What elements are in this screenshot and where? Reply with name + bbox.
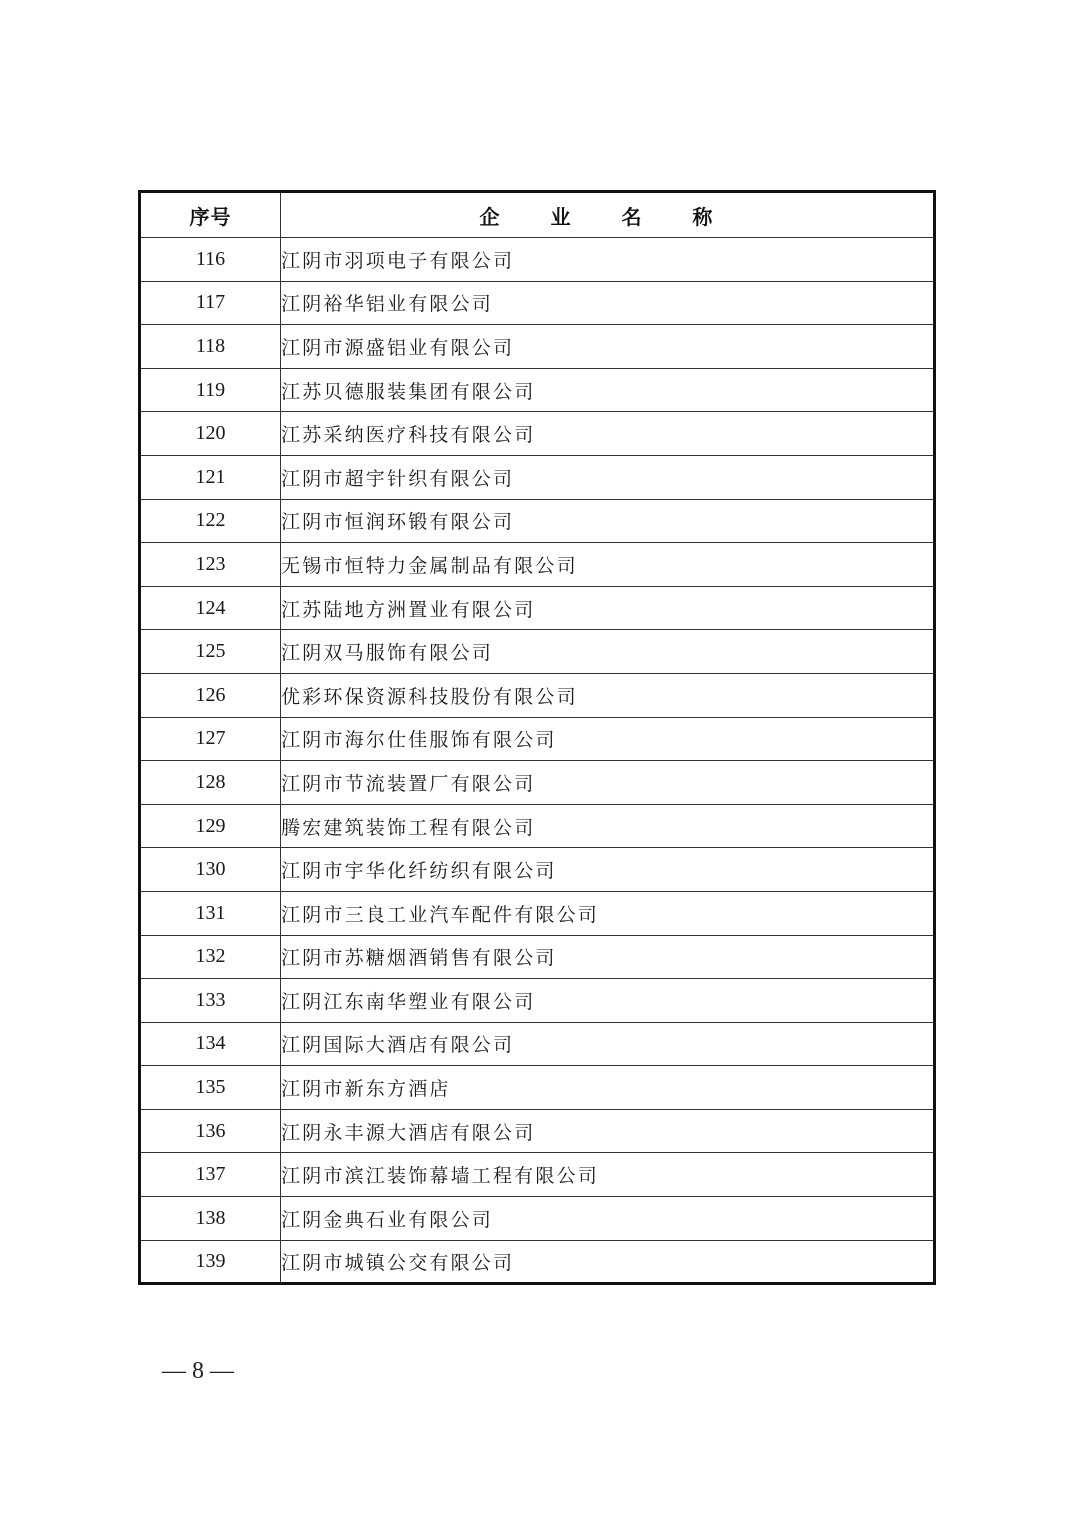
enterprise-name: 腾宏建筑装饰工程有限公司	[281, 804, 935, 848]
enterprise-name: 江苏陆地方洲置业有限公司	[281, 586, 935, 630]
enterprise-name: 江阴金典石业有限公司	[281, 1197, 935, 1241]
row-number: 131	[140, 891, 281, 935]
enterprise-name: 江阴市苏糖烟酒销售有限公司	[281, 935, 935, 979]
enterprise-name: 江阴市源盛铝业有限公司	[281, 325, 935, 369]
table-row	[140, 1153, 935, 1197]
table-body	[140, 238, 935, 1284]
enterprise-name: 江阴市节流装置厂有限公司	[281, 761, 935, 805]
enterprise-table	[138, 190, 936, 1285]
table-row	[140, 979, 935, 1023]
row-number: 121	[140, 455, 281, 499]
row-number: 129	[140, 804, 281, 848]
enterprise-name: 江阴市三良工业汽车配件有限公司	[281, 891, 935, 935]
table-row	[140, 238, 935, 282]
row-number: 116	[140, 238, 281, 282]
row-number: 133	[140, 979, 281, 1023]
table-row	[140, 1066, 935, 1110]
row-number: 123	[140, 543, 281, 587]
table-row	[140, 586, 935, 630]
table-row	[140, 673, 935, 717]
enterprise-name: 江阴江东南华塑业有限公司	[281, 979, 935, 1023]
table-header-row	[140, 192, 935, 238]
enterprise-name: 江阴永丰源大酒店有限公司	[281, 1109, 935, 1153]
row-number: 118	[140, 325, 281, 369]
enterprise-name: 江苏贝德服装集团有限公司	[281, 368, 935, 412]
row-number: 127	[140, 717, 281, 761]
row-number: 138	[140, 1197, 281, 1241]
header-number: 序号	[140, 192, 281, 238]
table-row	[140, 499, 935, 543]
page-number: — 8 —	[162, 1358, 234, 1384]
row-number: 119	[140, 368, 281, 412]
enterprise-name: 江阴市恒润环锻有限公司	[281, 499, 935, 543]
row-number: 120	[140, 412, 281, 456]
row-number: 134	[140, 1022, 281, 1066]
enterprise-name: 无锡市恒特力金属制品有限公司	[281, 543, 935, 587]
table-row	[140, 412, 935, 456]
table-row	[140, 1022, 935, 1066]
enterprise-name: 江阴市滨江装饰幕墙工程有限公司	[281, 1153, 935, 1197]
row-number: 139	[140, 1240, 281, 1284]
table-row	[140, 630, 935, 674]
row-number: 130	[140, 848, 281, 892]
table-row	[140, 455, 935, 499]
enterprise-name: 江阴市宇华化纤纺织有限公司	[281, 848, 935, 892]
enterprise-name: 江阴市城镇公交有限公司	[281, 1240, 935, 1284]
row-number: 124	[140, 586, 281, 630]
row-number: 125	[140, 630, 281, 674]
row-number: 126	[140, 673, 281, 717]
enterprise-name: 江阴市海尔仕佳服饰有限公司	[281, 717, 935, 761]
row-number: 117	[140, 281, 281, 325]
row-number: 132	[140, 935, 281, 979]
table-row	[140, 1197, 935, 1241]
enterprise-name: 江阴裕华铝业有限公司	[281, 281, 935, 325]
enterprise-name: 江阴市新东方酒店	[281, 1066, 935, 1110]
enterprise-name: 江苏采纳医疗科技有限公司	[281, 412, 935, 456]
table-row	[140, 935, 935, 979]
table-row	[140, 1240, 935, 1284]
enterprise-name: 江阴市超宇针织有限公司	[281, 455, 935, 499]
table-row	[140, 325, 935, 369]
row-number: 137	[140, 1153, 281, 1197]
header-enterprise-name: 企 业 名 称	[281, 192, 935, 238]
table-row	[140, 761, 935, 805]
enterprise-name: 江阴国际大酒店有限公司	[281, 1022, 935, 1066]
row-number: 135	[140, 1066, 281, 1110]
table-row	[140, 717, 935, 761]
enterprise-name: 江阴市羽项电子有限公司	[281, 238, 935, 282]
table-row	[140, 368, 935, 412]
enterprise-name: 江阴双马服饰有限公司	[281, 630, 935, 674]
table-row	[140, 804, 935, 848]
table-row	[140, 281, 935, 325]
row-number: 128	[140, 761, 281, 805]
table-row	[140, 891, 935, 935]
table-row	[140, 543, 935, 587]
table-row	[140, 1109, 935, 1153]
enterprise-name: 优彩环保资源科技股份有限公司	[281, 673, 935, 717]
table-row	[140, 848, 935, 892]
row-number: 136	[140, 1109, 281, 1153]
row-number: 122	[140, 499, 281, 543]
